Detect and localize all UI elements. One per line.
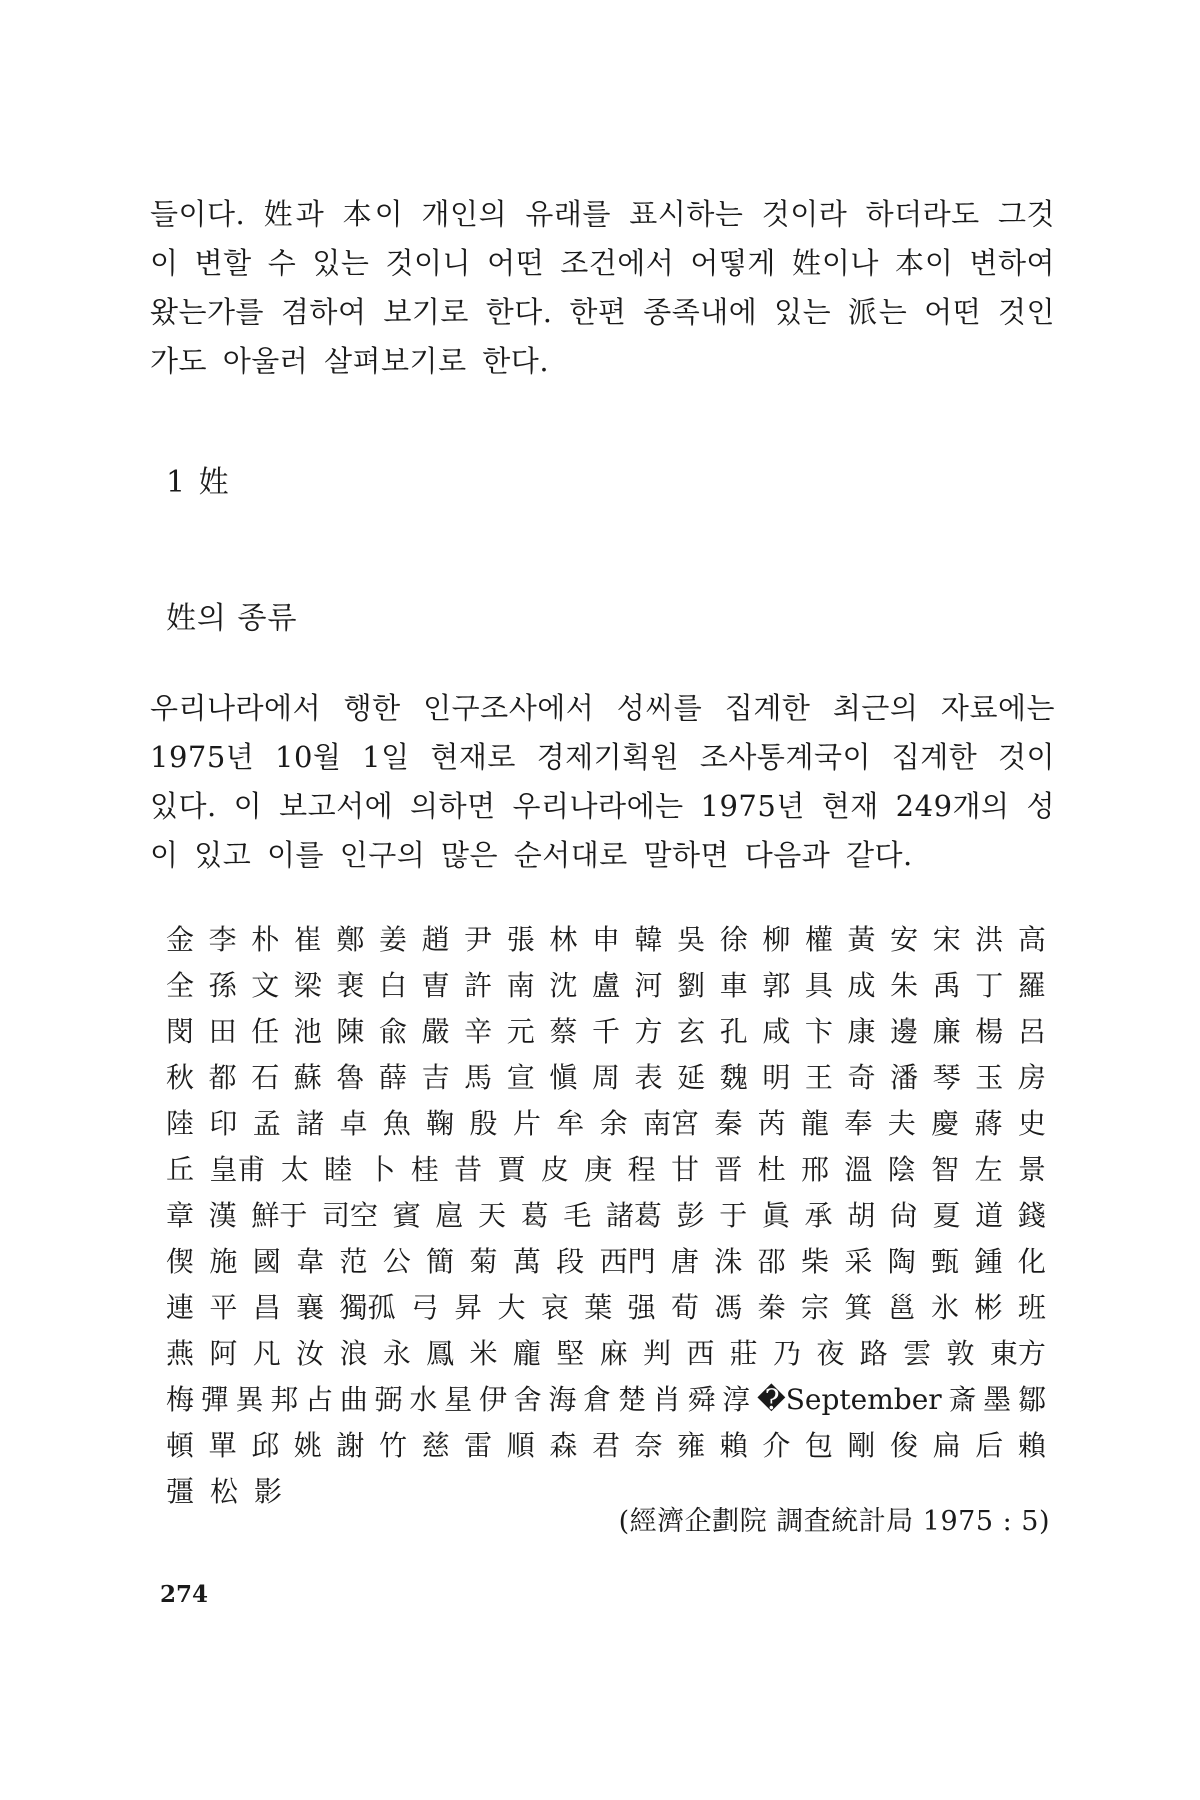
surname: 扈 <box>435 1199 464 1232</box>
surname: 裵 <box>336 969 365 1002</box>
surname: 順 <box>506 1429 535 1462</box>
surname: 强 <box>627 1291 656 1324</box>
surname: 睦 <box>324 1153 353 1186</box>
surname: 魚 <box>382 1107 411 1140</box>
surname: 扁 <box>932 1429 961 1462</box>
surname: 異 <box>235 1383 264 1416</box>
surname: 甄 <box>931 1245 960 1278</box>
surname-row <box>166 1285 1046 1331</box>
surname: 燕 <box>166 1337 195 1370</box>
surname: 方 <box>634 1015 663 1048</box>
surname: 道 <box>975 1199 1004 1232</box>
surname: 夫 <box>887 1107 916 1140</box>
surname: 桂 <box>410 1153 439 1186</box>
surname: 韋 <box>296 1245 325 1278</box>
surname: 斎 <box>948 1383 977 1416</box>
surname: 連 <box>166 1291 195 1324</box>
surname: 松 <box>210 1475 239 1508</box>
surname: 左 <box>974 1153 1003 1186</box>
surname: 姚 <box>293 1429 322 1462</box>
citation: (經濟企劃院 調査統計局 1975 : 5) <box>618 1506 1050 1537</box>
surname: 秦 <box>714 1107 743 1140</box>
surname: 潘 <box>890 1061 919 1094</box>
surname: 蔣 <box>974 1107 1003 1140</box>
surname: 權 <box>804 923 833 956</box>
surname: 宣 <box>506 1061 535 1094</box>
surname-row <box>166 917 1046 963</box>
surname: 千 <box>591 1015 620 1048</box>
surname: 孔 <box>719 1015 748 1048</box>
intro-paragraph: 들이다. 姓과 本이 개인의 유래를 표시하는 것이라 하더라도 그것이 변할 수 있는 것이니 어떤 조건에서 어떻게 姓이나 本이 변하여 왔는가를 겸하여 보기로 한다. 한편 종족내에 있는 派는 어떤 것인가도 아울러 살펴보기로 한다. <box>150 197 1055 378</box>
surname: 皮 <box>540 1153 569 1186</box>
surname: 墨 <box>983 1383 1012 1416</box>
surname: 任 <box>251 1015 280 1048</box>
surname: 程 <box>627 1153 656 1186</box>
surname: 凡 <box>252 1337 281 1370</box>
surname: 菊 <box>469 1245 498 1278</box>
surname: 路 <box>859 1337 888 1370</box>
surname: 雷 <box>464 1429 493 1462</box>
surname: 明 <box>762 1061 791 1094</box>
surname: 章 <box>166 1199 195 1232</box>
surname: 頓 <box>166 1429 195 1462</box>
surname: 成 <box>847 969 876 1002</box>
surname: 舜 <box>687 1383 716 1416</box>
surname: 桊 <box>757 1291 786 1324</box>
surname: 秋 <box>166 1061 195 1094</box>
surname: 采 <box>844 1245 873 1278</box>
surname: 占 <box>305 1383 334 1416</box>
surname: 毛 <box>563 1199 592 1232</box>
surname-row <box>166 1239 1046 1285</box>
surname: 玄 <box>677 1015 706 1048</box>
surname: 曲 <box>339 1383 368 1416</box>
surname: 辛 <box>464 1015 493 1048</box>
surname: 許 <box>464 969 493 1002</box>
surname-row <box>166 1055 1046 1101</box>
surname: 奈 <box>634 1429 663 1462</box>
surname: 南宮 <box>642 1107 699 1140</box>
surname: 莊 <box>729 1337 758 1370</box>
surname: 尹 <box>464 923 493 956</box>
surname: 姜 <box>378 923 407 956</box>
surname: 宋 <box>932 923 961 956</box>
surname: 杜 <box>757 1153 786 1186</box>
surname: 昔 <box>454 1153 483 1186</box>
surname: 賴 <box>1017 1429 1046 1462</box>
surname: 龐 <box>512 1337 541 1370</box>
surname: 星 <box>444 1383 473 1416</box>
surname: 邱 <box>251 1429 280 1462</box>
surname: 梅 <box>166 1383 195 1416</box>
surname: 晋 <box>714 1153 743 1186</box>
surname: 雍 <box>677 1429 706 1462</box>
surname: 龍 <box>801 1107 830 1140</box>
surname: 魯 <box>336 1061 365 1094</box>
surname: 南 <box>506 969 535 1002</box>
surname: 嚴 <box>421 1015 450 1048</box>
surname: 車 <box>719 969 748 1002</box>
surname: 于 <box>719 1199 748 1232</box>
surname: 彭 <box>676 1199 705 1232</box>
surname: 奉 <box>844 1107 873 1140</box>
surname: 簡 <box>426 1245 455 1278</box>
surname: 胡 <box>847 1199 876 1232</box>
surname: 承 <box>804 1199 833 1232</box>
surname: 伊 <box>478 1383 507 1416</box>
surname: 俊 <box>890 1429 919 1462</box>
surname: 印 <box>209 1107 238 1140</box>
surname: 包 <box>804 1429 833 1462</box>
surname: 庚 <box>584 1153 613 1186</box>
surname: 吉 <box>421 1061 450 1094</box>
surname: 諸 <box>296 1107 325 1140</box>
surname: 夜 <box>816 1337 845 1370</box>
surname: 鮮于 <box>251 1199 308 1232</box>
surname: 卓 <box>339 1107 368 1140</box>
surname: 廉 <box>932 1015 961 1048</box>
surname: 彬 <box>974 1291 1003 1324</box>
surname: 房 <box>1017 1061 1046 1094</box>
surname: 夏 <box>932 1199 961 1232</box>
surname: 化 <box>1017 1245 1046 1278</box>
surname: 田 <box>208 1015 237 1048</box>
surname: 史 <box>1017 1107 1046 1140</box>
surname: 眞 <box>761 1199 790 1232</box>
surname-row <box>166 1331 1046 1377</box>
surname: 錢 <box>1017 1199 1046 1232</box>
surname: 卞 <box>804 1015 833 1048</box>
surname: 君 <box>591 1429 620 1462</box>
surname: 蘇 <box>293 1061 322 1094</box>
surname: 舍 <box>513 1383 542 1416</box>
surname: 徐 <box>719 923 748 956</box>
surname: 智 <box>931 1153 960 1186</box>
surname: 賈 <box>497 1153 526 1186</box>
surname: 丁 <box>975 969 1004 1002</box>
surname: 咸 <box>762 1015 791 1048</box>
surname: 曺 <box>421 969 450 1002</box>
surname: 米 <box>469 1337 498 1370</box>
surname: 段 <box>556 1245 585 1278</box>
surname: 高 <box>1017 923 1046 956</box>
surname: 金 <box>166 923 195 956</box>
surname: 葉 <box>584 1291 613 1324</box>
surname: 黃 <box>847 923 876 956</box>
surname: 趙 <box>421 923 450 956</box>
surname: 敦 <box>946 1337 975 1370</box>
surname: 介 <box>762 1429 791 1462</box>
surname: 朱 <box>890 969 919 1002</box>
surname: 宗 <box>801 1291 830 1324</box>
surname-row <box>166 963 1046 1009</box>
surname: 周 <box>591 1061 620 1094</box>
surname: 荀 <box>670 1291 699 1324</box>
surname: 薛 <box>378 1061 407 1094</box>
surname: 鳳 <box>426 1337 455 1370</box>
surname: 王 <box>804 1061 833 1094</box>
surname: 邢 <box>801 1153 830 1186</box>
surname: 竹 <box>378 1429 407 1462</box>
surname: 公 <box>382 1245 411 1278</box>
surname: 閔 <box>166 1015 195 1048</box>
surname: 大 <box>497 1291 526 1324</box>
surname: 獨孤 <box>339 1291 396 1324</box>
surname: 倉 <box>583 1383 612 1416</box>
surname: 判 <box>642 1337 671 1370</box>
surname: 施 <box>209 1245 238 1278</box>
surname: 永 <box>382 1337 411 1370</box>
surname: 玉 <box>975 1061 1004 1094</box>
surname: 余 <box>599 1107 628 1140</box>
surname: 片 <box>512 1107 541 1140</box>
surname: 邦 <box>270 1383 299 1416</box>
surname: 浪 <box>339 1337 368 1370</box>
surname: 昇 <box>454 1291 483 1324</box>
surname: 肖 <box>652 1383 681 1416</box>
surname: 溫 <box>844 1153 873 1186</box>
surname: 尙 <box>889 1199 918 1232</box>
surname: 邕 <box>887 1291 916 1324</box>
surname: 太 <box>280 1153 309 1186</box>
surname: 陳 <box>336 1015 365 1048</box>
surname: 文 <box>251 969 280 1002</box>
surname-row <box>166 1101 1046 1147</box>
surname: 殷 <box>469 1107 498 1140</box>
surname: 盧 <box>591 969 620 1002</box>
surname: 延 <box>677 1061 706 1094</box>
surname: 天 <box>477 1199 506 1232</box>
surname: 馬 <box>464 1061 493 1094</box>
surname: 邵 <box>757 1245 786 1278</box>
survey-paragraph: 우리나라에서 행한 인구조사에서 성씨를 집계한 최근의 자료에는 1975년 10월 1일 현재로 경제기획원 조사통계국이 집계한 것이 있다. 이 보고서에 의하면 우리나라에는 1975년 현재 249개의 성이 있고 이를 인구의 많은 순서대로 말하면 다음과 같다. <box>150 691 1055 872</box>
surname: 梁 <box>293 969 322 1002</box>
surname: 楊 <box>975 1015 1004 1048</box>
surname: 陶 <box>887 1245 916 1278</box>
surname: 楚 <box>617 1383 646 1416</box>
surname: 劉 <box>677 969 706 1002</box>
surname: 石 <box>251 1061 280 1094</box>
surname: 范 <box>339 1245 368 1278</box>
surname: 剛 <box>847 1429 876 1462</box>
surname: 班 <box>1017 1291 1046 1324</box>
surname: 國 <box>252 1245 281 1278</box>
surname: 賴 <box>719 1429 748 1462</box>
surname: 景 <box>1017 1153 1046 1186</box>
surname: 羅 <box>1017 969 1046 1002</box>
surname: 葛 <box>520 1199 549 1232</box>
surname: 河 <box>634 969 663 1002</box>
surname: 孟 <box>252 1107 281 1140</box>
surname: 琴 <box>932 1061 961 1094</box>
surname: 柳 <box>762 923 791 956</box>
surname: 昌 <box>252 1291 281 1324</box>
surname: 皇甫 <box>209 1153 266 1186</box>
surname: 池 <box>293 1015 322 1048</box>
surname: 甘 <box>670 1153 699 1186</box>
surname: 平 <box>209 1291 238 1324</box>
surname: 慶 <box>931 1107 960 1140</box>
surname: 乃 <box>773 1337 802 1370</box>
surname: 箕 <box>844 1291 873 1324</box>
surname: 汝 <box>296 1337 325 1370</box>
surname: 襄 <box>296 1291 325 1324</box>
surname-row <box>166 1423 1046 1469</box>
surname: 孫 <box>208 969 237 1002</box>
surname: 馮 <box>714 1291 743 1324</box>
surname: 邊 <box>890 1015 919 1048</box>
surname-list <box>166 917 1046 1515</box>
surname: 申 <box>591 923 620 956</box>
surname: 偰 <box>166 1245 195 1278</box>
surname: 弓 <box>410 1291 439 1324</box>
surname: 阿 <box>209 1337 238 1370</box>
surname: 吳 <box>677 923 706 956</box>
surname: 謝 <box>336 1429 365 1462</box>
surname: 呂 <box>1017 1015 1046 1048</box>
surname: 慈 <box>421 1429 450 1462</box>
surname: 郭 <box>762 969 791 1002</box>
surname: 單 <box>208 1429 237 1462</box>
surname: 東方 <box>989 1337 1046 1370</box>
surname: 安 <box>890 923 919 956</box>
surname: 水 <box>409 1383 438 1416</box>
surname: 麻 <box>599 1337 628 1370</box>
surname: 鄒 <box>1017 1383 1046 1416</box>
surname: 愼 <box>549 1061 578 1094</box>
surname-row <box>166 1147 1046 1193</box>
surname: 柴 <box>801 1245 830 1278</box>
surname-row <box>166 1377 1046 1423</box>
surname: 都 <box>208 1061 237 1094</box>
surname: 禹 <box>932 969 961 1002</box>
surname: 森 <box>549 1429 578 1462</box>
surname: 西門 <box>599 1245 656 1278</box>
surname: 鍾 <box>974 1245 1003 1278</box>
surname: 西 <box>686 1337 715 1370</box>
surname: 海 <box>548 1383 577 1416</box>
surname: 蔡 <box>549 1015 578 1048</box>
surname-row <box>166 1009 1046 1055</box>
surname-row <box>166 1193 1046 1239</box>
surname: 康 <box>847 1015 876 1048</box>
surname: 丘 <box>166 1153 195 1186</box>
surname: 彈 <box>200 1383 229 1416</box>
surname: 弼 <box>374 1383 403 1416</box>
surname: 諸葛 <box>605 1199 662 1232</box>
surname: 氷 <box>931 1291 960 1324</box>
surname: 崔 <box>293 923 322 956</box>
surname: 全 <box>166 969 195 1002</box>
surname: 芮 <box>757 1107 786 1140</box>
surname: 哀 <box>540 1291 569 1324</box>
surname: �September <box>757 1383 942 1416</box>
surname: 鞠 <box>426 1107 455 1140</box>
surname: 白 <box>378 969 407 1002</box>
surname: 卜 <box>367 1153 396 1186</box>
surname: 表 <box>634 1061 663 1094</box>
surname: 陰 <box>887 1153 916 1186</box>
surname: 后 <box>975 1429 1004 1462</box>
page-number: 274 <box>160 1581 209 1608</box>
surname: 李 <box>208 923 237 956</box>
surname: 賓 <box>392 1199 421 1232</box>
surname: 朴 <box>251 923 280 956</box>
surname: 具 <box>804 969 833 1002</box>
surname: 洪 <box>975 923 1004 956</box>
surname: 陸 <box>166 1107 195 1140</box>
surname: 洙 <box>714 1245 743 1278</box>
surname: 牟 <box>556 1107 585 1140</box>
surname: 奇 <box>847 1061 876 1094</box>
surname: 鄭 <box>336 923 365 956</box>
surname: 堅 <box>556 1337 585 1370</box>
surname: 元 <box>506 1015 535 1048</box>
surname: 張 <box>506 923 535 956</box>
surname: 萬 <box>512 1245 541 1278</box>
surname: 彊 <box>166 1475 195 1508</box>
surname: 影 <box>254 1475 283 1508</box>
surname: 淳 <box>722 1383 751 1416</box>
surname: 沈 <box>549 969 578 1002</box>
section-heading: 1 姓 <box>166 465 231 500</box>
subsection-heading: 姓의 종류 <box>166 601 298 636</box>
surname: 雲 <box>903 1337 932 1370</box>
surname: 林 <box>549 923 578 956</box>
surname: 唐 <box>670 1245 699 1278</box>
surname: 韓 <box>634 923 663 956</box>
surname: 漢 <box>208 1199 237 1232</box>
surname: 兪 <box>378 1015 407 1048</box>
surname: 司空 <box>321 1199 378 1232</box>
surname: 魏 <box>719 1061 748 1094</box>
